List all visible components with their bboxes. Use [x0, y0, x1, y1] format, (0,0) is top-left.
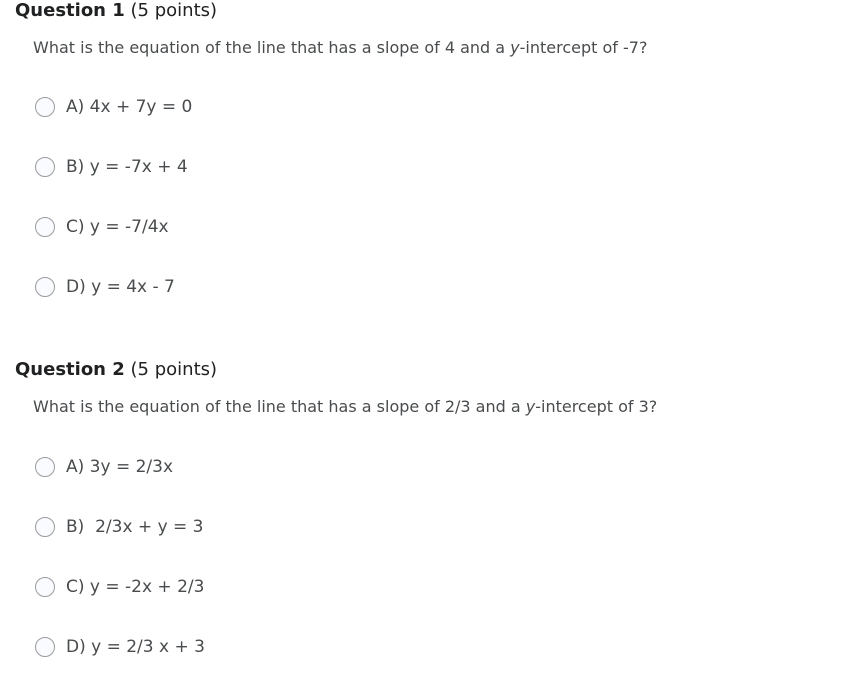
prompt-text: What is the equation of the line that has a slope of 2/3 and a [33, 397, 526, 416]
question-prompt [33, 397, 657, 417]
answer-label: B) y = -7x + 4 [66, 157, 188, 177]
answer-option-b[interactable] [35, 514, 204, 540]
answer-option-d[interactable] [35, 634, 205, 660]
radio-button[interactable] [35, 517, 55, 537]
radio-button[interactable] [35, 217, 55, 237]
answer-label: D) y = 2/3 x + 3 [66, 637, 205, 657]
prompt-text-end: -intercept of -7? [519, 38, 648, 57]
question-points: (5 points) [130, 0, 218, 21]
answer-label: A) 3y = 2/3x [66, 457, 174, 477]
answer-label: C) y = -2x + 2/3 [66, 577, 205, 597]
answer-option-c[interactable] [35, 214, 169, 240]
answer-option-b[interactable] [35, 154, 188, 180]
answer-label: D) y = 4x - 7 [66, 277, 175, 297]
answer-label: B) 2/3x + y = 3 [66, 517, 204, 537]
prompt-italic: y [525, 397, 536, 416]
prompt-italic: y [510, 38, 520, 57]
radio-button[interactable] [35, 97, 55, 117]
question-title: Question 2 [15, 359, 125, 380]
question-heading [15, 359, 217, 381]
radio-button[interactable] [35, 457, 55, 477]
answer-option-c[interactable] [35, 574, 204, 600]
answer-option-a[interactable] [35, 454, 173, 480]
question-prompt [33, 38, 647, 58]
radio-button[interactable] [35, 577, 55, 597]
question-title: Question 1 [15, 0, 125, 21]
question-heading [15, 0, 217, 22]
answer-label: A) 4x + 7y = 0 [66, 97, 193, 117]
prompt-text-end: -intercept of 3? [535, 397, 658, 416]
question-points: (5 points) [130, 359, 218, 380]
answer-label: C) y = -7/4x [66, 217, 169, 237]
answer-option-d[interactable] [35, 274, 175, 300]
prompt-text: What is the equation of the line that has a slope of 4 and a [33, 38, 511, 57]
radio-button[interactable] [35, 277, 55, 297]
radio-button[interactable] [35, 157, 55, 177]
radio-button[interactable] [35, 637, 55, 657]
answer-option-a[interactable] [35, 94, 192, 120]
